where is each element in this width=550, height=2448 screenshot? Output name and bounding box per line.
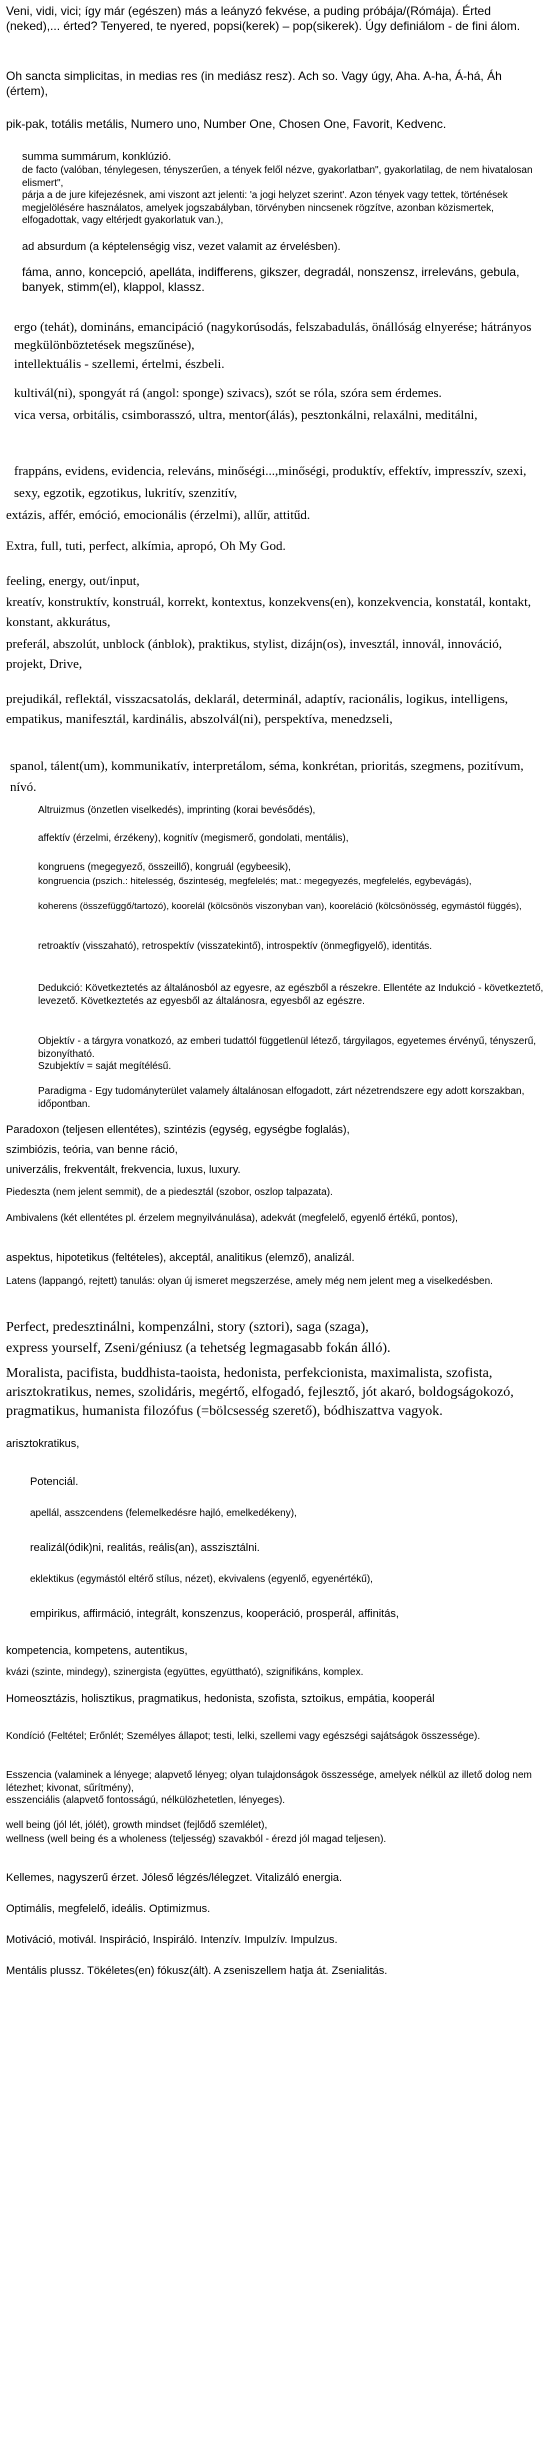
paragraph: Objektív - a tárgyra vonatkozó, az emberi tudattól függetlenül létező, tárgyilagos, egyetemes érvényű, tényszerű, bizonyítható. (38, 1036, 537, 1060)
paragraph: kreatív, konstruktív, konstruál, korrekt, kontextus, konzekvens(en), konzekvencia, konstatál, kontakt, konstant, akkurátus, (6, 594, 532, 629)
paragraph: Homeosztázis, holisztikus, pragmatikus, hedonista, szofista, sztoikus, empátia, kooperál (6, 1693, 435, 1705)
paragraph: Szubjektív = saját megítélésű. (38, 1061, 172, 1072)
paragraph: kongruencia (pszich.: hitelesség, őszinteség, megfelelés; mat.: megegyezés, megfelelés, egybevágás), (38, 876, 472, 887)
paragraph: Oh sancta simplicitas, in medias res (in mediász resz). Ach so. Vagy úgy, Aha. A-ha, Á-há, Áh (értem), (6, 69, 502, 98)
paragraph: Altruizmus (önzetlen viselkedés), imprinting (korai bevésődés), (38, 805, 316, 816)
paragraph: well being (jól lét, jólét), growth mindset (fejlődő szemlélet), (6, 1820, 268, 1831)
paragraph: feeling, energy, out/input, (6, 573, 140, 588)
paragraph: empirikus, affirmáció, integrált, konszenzus, kooperáció, prosperál, affinitás, (30, 1608, 399, 1620)
paragraph: affektív (érzelmi, érzékeny), kognitív (megismerő, gondolati, mentális), (38, 833, 349, 844)
paragraph: Piedeszta (nem jelent semmit), de a piedesztál (szobor, oszlop talpazata). (6, 1187, 333, 1198)
paragraph: vica versa, orbitális, csimborasszó, ultra, mentor(álás), pesztonkálni, relaxálni, meditálni, (14, 407, 478, 422)
paragraph: intellektuális - szellemi, értelmi, észbeli. (14, 356, 225, 371)
paragraph: kompetencia, kompetens, autentikus, (6, 1645, 188, 1657)
paragraph: Ambivalens (két ellentétes pl. érzelem megnyilvánulása), adekvát (megfelelő, egyenlő értékű, pontos), (6, 1213, 458, 1224)
paragraph: wellness (well being és a wholeness (teljesség) szavakból - érezd jól magad teljesen). (6, 1834, 387, 1845)
paragraph: realizál(ódik)ni, realitás, reális(an), asszisztálni. (30, 1542, 260, 1554)
paragraph: Optimális, megfelelő, ideális. Optimizmus. (6, 1903, 211, 1915)
paragraph: Latens (lappangó, rejtett) tanulás: olyan új ismeret megszerzése, amely még nem jelent meg a viselkedésben. (6, 1276, 493, 1287)
paragraph: kultivál(ni), spongyát rá (angol: sponge) szivacs), szót se róla, szóra sem érdemes. (14, 385, 442, 400)
paragraph: spanol, tálent(um), kommunikatív, interpretálom, séma, konkrétan, prioritás, szegmens, pozitívum, nívó. (10, 758, 524, 794)
paragraph: extázis, affér, emóció, emocionális (érzelmi), allűr, attitűd. (6, 507, 311, 522)
paragraph: Dedukció: Következtetés az általánosból az egyesre, az egészből a részekre. Ellentéte az Indukció - következtető, levezető. Következtetés az egyesből az általánosra, egyesből az egészre. (38, 983, 544, 1007)
paragraph: frappáns, evidens, evidencia, releváns, minőségi...,minőségi, produktív, effektív, impresszív, szexi, sexy, egzotik, egzotikus, lukritív, szenzitív, (14, 463, 527, 500)
paragraph: Esszencia (valaminek a lényege; alapvető lényeg; olyan tulajdonságok összessége, amelyek nélkül az illető dolog nem létezhet; kivonat, sűrítmény), (6, 1770, 532, 1794)
paragraph: Paradoxon (teljesen ellentétes), szintézis (egység, egységbe foglalás), (6, 1124, 350, 1136)
paragraph: Moralista, pacifista, buddhista-taoista, hedonista, perfekcionista, maximalista, szofista, arisztokratikus, nemes, szolidáris, megértő, elfogadó, fejlesztő, jót akaró, boldogságokozó, pragmatikus, humanista filozófus (=bölcsesség szerető), bódhiszattva vagyok. (6, 1366, 514, 1419)
paragraph: arisztokratikus, (6, 1438, 80, 1450)
paragraph: Kondíció (Feltétel; Erőnlét; Személyes állapot; testi, lelki, szellemi vagy egészségi sajátságok összessége). (6, 1731, 481, 1742)
paragraph: Paradigma - Egy tudományterület valamely általánosan elfogadott, zárt nézetrendszere egy adott korszakban, időpontban. (38, 1086, 525, 1110)
paragraph: summa summárum, konklúzió. (22, 151, 172, 163)
paragraph: express yourself, Zseni/géniusz (a tehetség legmagasabb fokán álló). (6, 1341, 391, 1356)
paragraph: Extra, full, tuti, perfect, alkímia, apropó, Oh My God. (6, 538, 286, 553)
paragraph: koherens (összefüggő/tartozó), koorelál (kölcsönös viszonyban van), kooreláció (kölcsönösség, egymástól függés), (38, 901, 522, 912)
paragraph: preferál, abszolút, unblock (ánblok), praktikus, stylist, dizájn(os), invesztál, innovál, innováció, projekt, Drive, (6, 636, 503, 671)
paragraph: Perfect, predesztinálni, kompenzálni, story (sztori), saga (szaga), (6, 1320, 369, 1335)
paragraph: retroaktív (visszaható), retrospektív (visszatekintő), introspektív (önmegfigyelő), identitás. (38, 941, 433, 952)
paragraph: apellál, asszcendens (felemelkedésre hajló, emelkedékeny), (30, 1508, 297, 1519)
paragraph: univerzális, frekventált, frekvencia, luxus, luxury. (6, 1164, 241, 1176)
paragraph: ergo (tehát), domináns, emancipáció (nagykorúsodás, felszabadulás, önállóság elnyerése; hátrányos megkülönböztetések megszűnése), (14, 319, 532, 352)
paragraph: Kellemes, nagyszerű érzet. Jóleső légzés/lélegzet. Vitalizáló energia. (6, 1872, 343, 1884)
paragraph: esszenciális (alapvető fontosságú, nélkülözhetetlen, lényeges). (6, 1795, 286, 1806)
paragraph: pik-pak, totális metális, Numero uno, Number One, Chosen One, Favorit, Kedvenc. (6, 117, 447, 131)
paragraph: kongruens (megegyező, összeillő), kongruál (egybeesik), (38, 862, 291, 873)
paragraph: Motiváció, motivál. Inspiráció, Inspiráló. Intenzív. Impulzív. Impulzus. (6, 1934, 338, 1946)
paragraph: fáma, anno, koncepció, apelláta, indifferens, gikszer, degradál, nonszensz, irreleváns, gebula, banyek, stimm(el), klappol, klassz. (22, 265, 520, 294)
paragraph: ad absurdum (a képtelenségig visz, vezet valamit az érvelésben). (22, 241, 341, 253)
paragraph: eklektikus (egymástól eltérő stílus, nézet), ekvivalens (egyenlő, egyenértékű), (30, 1574, 373, 1585)
paragraph: aspektus, hipotetikus (feltételes), akceptál, analitikus (elemző), analizál. (6, 1252, 355, 1264)
paragraph: prejudikál, reflektál, visszacsatolás, deklarál, determinál, adaptív, racionális, logikus, intelligens, empatikus, manifesztál, kardinális, abszolvál(ni), perspektíva, menedzseli, (6, 691, 509, 726)
paragraph: párja a de jure kifejezésnek, ami viszont azt jelenti: 'a jogi helyzet szerint'. Azon tények vagy tettek, történések megjelölésére használatos, amelyek jogszabályban, törvényben nincsenek rögzítve, azonban közismertek, elfogadottak, vagy eltérjedt gyakorlatuk van.), (22, 190, 508, 226)
paragraph: kvázi (szinte, mindegy), szinergista (együttes, együttható), szignifikáns, komplex. (6, 1667, 364, 1678)
paragraph: Mentális plussz. Tökéletes(en) fókusz(ált). A zseniszellem hatja át. Zsenialitás. (6, 1965, 388, 1977)
paragraph: de facto (valóban, ténylegesen, tényszerűen, a tények felől nézve, gyakorlatban", gyakorlatilag, de nem hivatalosan elismert", (22, 165, 533, 189)
paragraph: Veni, vidi, vici; így már (egészen) más a leányzó fekvése, a puding próbája/(Rómája). Érted (neked),... érted? Tenyered, te nyered, popsi(kerek) – pop(sikerek). Úgy definiálom - de fini álom. (6, 4, 521, 33)
paragraph: szimbiózis, teória, van benne ráció, (6, 1144, 178, 1156)
paragraph: Potenciál. (30, 1476, 79, 1488)
